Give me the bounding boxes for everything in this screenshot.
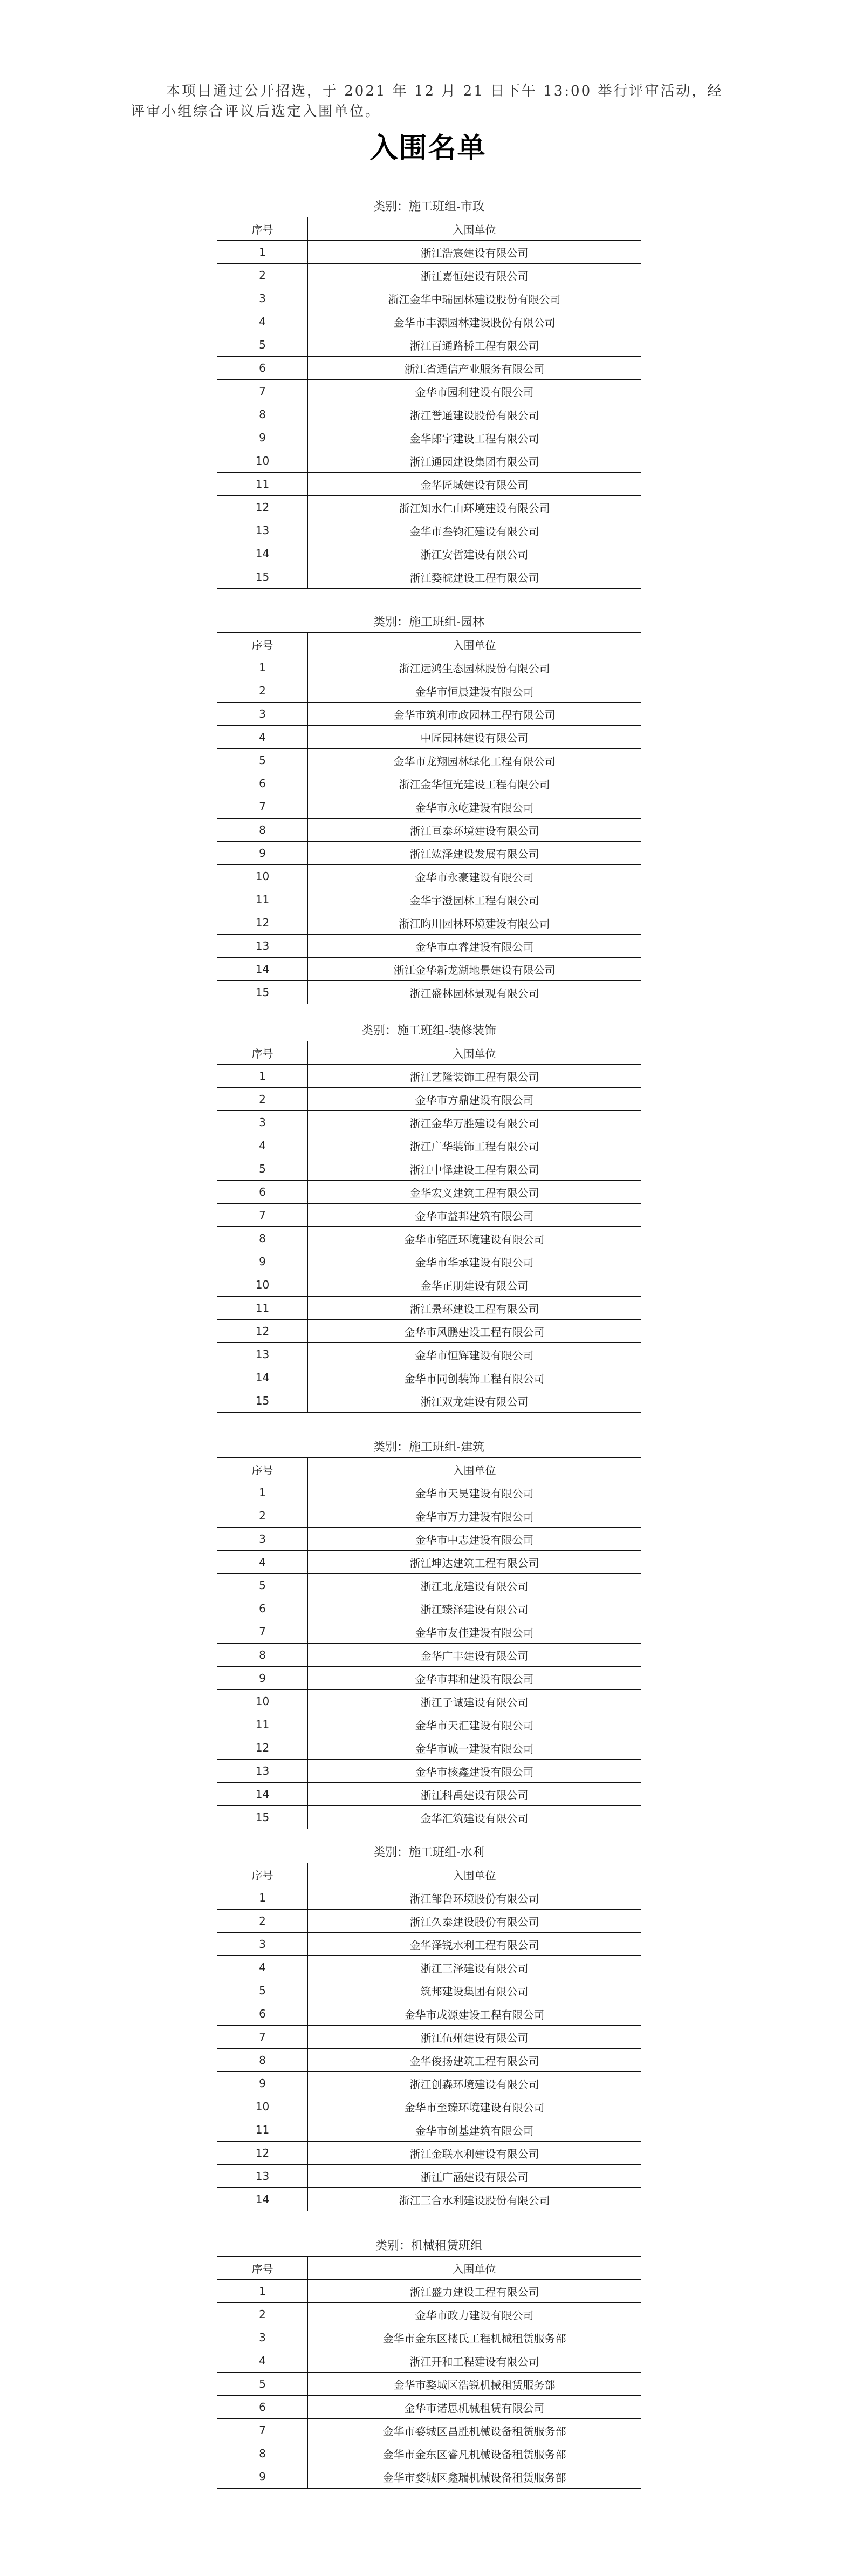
row-number: 10	[217, 1273, 308, 1297]
table-row	[217, 357, 641, 380]
section-category-title: 类别：施工班组-水利	[373, 1846, 484, 1859]
company-name: 金华市婺城区鑫瑞机械设备租赁服务部	[308, 2465, 641, 2489]
row-number: 12	[217, 911, 308, 935]
row-number: 5	[217, 2373, 308, 2396]
row-number: 15	[217, 981, 308, 1004]
company-name: 浙江省通信产业服务有限公司	[308, 357, 641, 380]
table-row	[217, 1644, 641, 1667]
row-number: 2	[217, 264, 308, 287]
row-number: 13	[217, 1760, 308, 1783]
column-header-no: 序号	[217, 1458, 308, 1481]
company-name: 浙江誉通建设股份有限公司	[308, 403, 641, 426]
row-number: 3	[217, 703, 308, 726]
table-row	[217, 1979, 641, 2002]
table-row	[217, 935, 641, 958]
table-row	[217, 1504, 641, 1528]
table-row	[217, 819, 641, 842]
shortlist-table	[217, 1863, 641, 2211]
table-row	[217, 2072, 641, 2095]
shortlist-table	[217, 2256, 641, 2489]
row-number: 4	[217, 1551, 308, 1574]
table-row	[217, 542, 641, 565]
company-name: 金华市卓睿建设有限公司	[308, 935, 641, 958]
table-row	[217, 2165, 641, 2188]
row-number: 13	[217, 935, 308, 958]
row-number: 11	[217, 888, 308, 911]
column-header-name: 入围单位	[308, 217, 641, 241]
row-number: 11	[217, 2118, 308, 2142]
row-number: 14	[217, 958, 308, 981]
page-title: 入围名单	[369, 132, 487, 165]
table-row	[217, 888, 641, 911]
table-row	[217, 519, 641, 542]
section-municipal	[217, 197, 641, 589]
row-number: 13	[217, 1343, 308, 1366]
company-name: 浙江坤达建筑工程有限公司	[308, 1551, 641, 1574]
table-row	[217, 656, 641, 679]
table-row	[217, 1528, 641, 1551]
company-name: 浙江远鸿生态园林股份有限公司	[308, 656, 641, 679]
intro-paragraph: 本项目通过公开招选，于 2021 年 12 月 21 日下午 13:00 举行评审活动，经评审小组综合评议后选定入围单位。	[131, 83, 723, 120]
table-row	[217, 565, 641, 589]
table-row	[217, 380, 641, 403]
company-name: 浙江盛力建设工程有限公司	[308, 2280, 641, 2303]
company-name: 金华市华承建设有限公司	[308, 1250, 641, 1273]
table-row	[217, 333, 641, 357]
table-row	[217, 1366, 641, 1389]
row-number: 2	[217, 679, 308, 703]
company-name: 金华市金东区睿凡机械设备租赁服务部	[308, 2442, 641, 2465]
row-number: 8	[217, 403, 308, 426]
company-name: 金华泽锐水利工程有限公司	[308, 1933, 641, 1956]
company-name: 金华市叁钧汇建设有限公司	[308, 519, 641, 542]
row-number: 5	[217, 1979, 308, 2002]
row-number: 7	[217, 1204, 308, 1227]
table-row	[217, 2188, 641, 2211]
company-name: 金华郎宇建设工程有限公司	[308, 426, 641, 449]
table-row	[217, 1620, 641, 1644]
row-number: 1	[217, 656, 308, 679]
column-header-no: 序号	[217, 1041, 308, 1065]
company-name: 浙江广华装饰工程有限公司	[308, 1134, 641, 1157]
row-number: 1	[217, 1065, 308, 1088]
company-name: 金华市万力建设有限公司	[308, 1504, 641, 1528]
company-name: 金华市益邦建筑有限公司	[308, 1204, 641, 1227]
table-row	[217, 1065, 641, 1088]
company-name: 浙江北龙建设有限公司	[308, 1574, 641, 1597]
company-name: 金华市诚一建设有限公司	[308, 1736, 641, 1760]
row-number: 9	[217, 2072, 308, 2095]
row-number: 3	[217, 1933, 308, 1956]
row-number: 4	[217, 1956, 308, 1979]
table-header-row	[217, 2257, 641, 2280]
row-number: 1	[217, 1886, 308, 1910]
column-header-no: 序号	[217, 633, 308, 656]
table-row	[217, 449, 641, 473]
row-number: 4	[217, 310, 308, 333]
table-row	[217, 2280, 641, 2303]
row-number: 15	[217, 1389, 308, 1413]
company-name: 金华市恒晨建设有限公司	[308, 679, 641, 703]
company-name: 浙江盛林园林景观有限公司	[308, 981, 641, 1004]
column-header-name: 入围单位	[308, 2257, 641, 2280]
table-row	[217, 496, 641, 519]
company-name: 浙江金华万胜建设有限公司	[308, 1111, 641, 1134]
table-row	[217, 2396, 641, 2419]
table-row	[217, 1297, 641, 1320]
row-number: 13	[217, 519, 308, 542]
company-name: 金华市友佳建设有限公司	[308, 1620, 641, 1644]
row-number: 10	[217, 1690, 308, 1713]
company-name: 浙江浩宸建设有限公司	[308, 241, 641, 264]
company-name: 浙江创森环境建设有限公司	[308, 2072, 641, 2095]
row-number: 3	[217, 1111, 308, 1134]
row-number: 11	[217, 473, 308, 496]
row-number: 7	[217, 380, 308, 403]
company-name: 浙江竑泽建设发展有限公司	[308, 842, 641, 865]
company-name: 金华市邦和建设有限公司	[308, 1667, 641, 1690]
company-name: 浙江伍州建设有限公司	[308, 2026, 641, 2049]
company-name: 金华宏义建筑工程有限公司	[308, 1181, 641, 1204]
row-number: 14	[217, 1783, 308, 1806]
table-row	[217, 2419, 641, 2442]
company-name: 浙江嘉恒建设有限公司	[308, 264, 641, 287]
table-row	[217, 1690, 641, 1713]
company-name: 金华正朋建设有限公司	[308, 1273, 641, 1297]
table-row	[217, 1713, 641, 1736]
company-name: 金华市政力建设有限公司	[308, 2303, 641, 2326]
row-number: 7	[217, 2026, 308, 2049]
row-number: 2	[217, 1910, 308, 1933]
row-number: 8	[217, 2442, 308, 2465]
row-number: 9	[217, 1250, 308, 1273]
table-header-row	[217, 1458, 641, 1481]
table-row	[217, 1227, 641, 1250]
table-row	[217, 1806, 641, 1829]
table-header-row	[217, 1863, 641, 1886]
company-name: 金华市天汇建设有限公司	[308, 1713, 641, 1736]
table-row	[217, 2095, 641, 2118]
table-row	[217, 679, 641, 703]
table-row	[217, 1481, 641, 1504]
row-number: 10	[217, 865, 308, 888]
row-number: 2	[217, 1504, 308, 1528]
table-row	[217, 1320, 641, 1343]
company-name: 浙江金联水利建设有限公司	[308, 2142, 641, 2165]
table-row	[217, 264, 641, 287]
section-landscaping	[217, 613, 641, 1004]
shortlist-table	[217, 217, 641, 589]
table-row	[217, 310, 641, 333]
table-row	[217, 2026, 641, 2049]
company-name: 浙江艺隆装饰工程有限公司	[308, 1065, 641, 1088]
table-row	[217, 1933, 641, 1956]
company-name: 金华市成源建设工程有限公司	[308, 2002, 641, 2026]
company-name: 金华市创基建筑有限公司	[308, 2118, 641, 2142]
table-row	[217, 911, 641, 935]
table-row	[217, 2326, 641, 2349]
row-number: 5	[217, 333, 308, 357]
company-name: 中匠园林建设有限公司	[308, 726, 641, 749]
row-number: 1	[217, 1481, 308, 1504]
table-row	[217, 1088, 641, 1111]
row-number: 8	[217, 2049, 308, 2072]
section-category-title: 类别：施工班组-园林	[373, 616, 484, 629]
table-row	[217, 1574, 641, 1597]
company-name: 金华市永豪建设有限公司	[308, 865, 641, 888]
shortlist-table	[217, 1457, 641, 1829]
row-number: 4	[217, 2349, 308, 2373]
section-water-conservancy	[217, 1843, 641, 2211]
row-number: 3	[217, 2326, 308, 2349]
shortlist-table	[217, 632, 641, 1004]
company-name: 金华市筑利市政园林工程有限公司	[308, 703, 641, 726]
company-name: 金华市婺城区浩锐机械租赁服务部	[308, 2373, 641, 2396]
table-header-row	[217, 1041, 641, 1065]
row-number: 7	[217, 795, 308, 819]
row-number: 9	[217, 842, 308, 865]
company-name: 浙江金华新龙湖地景建设有限公司	[308, 958, 641, 981]
table-row	[217, 1273, 641, 1297]
column-header-no: 序号	[217, 217, 308, 241]
table-row	[217, 287, 641, 310]
column-header-no: 序号	[217, 1863, 308, 1886]
section-decoration	[217, 1021, 641, 1413]
row-number: 5	[217, 1574, 308, 1597]
row-number: 2	[217, 1088, 308, 1111]
row-number: 4	[217, 1134, 308, 1157]
company-name: 浙江百通路桥工程有限公司	[308, 333, 641, 357]
section-category-title: 类别：施工班组-装修装饰	[361, 1024, 496, 1038]
company-name: 浙江知水仁山环境建设有限公司	[308, 496, 641, 519]
table-row	[217, 2442, 641, 2465]
company-name: 浙江双龙建设有限公司	[308, 1389, 641, 1413]
company-name: 浙江金华中瑞园林建设股份有限公司	[308, 287, 641, 310]
company-name: 金华市恒辉建设有限公司	[308, 1343, 641, 1366]
section-machinery-rental	[217, 2237, 641, 2489]
table-row	[217, 1134, 641, 1157]
company-name: 金华市天昊建设有限公司	[308, 1481, 641, 1504]
table-row	[217, 1783, 641, 1806]
table-row	[217, 2373, 641, 2396]
table-row	[217, 1551, 641, 1574]
company-name: 金华市婺城区昌胜机械设备租赁服务部	[308, 2419, 641, 2442]
table-row	[217, 795, 641, 819]
company-name: 浙江邹鲁环境股份有限公司	[308, 1886, 641, 1910]
column-header-name: 入围单位	[308, 1863, 641, 1886]
row-number: 8	[217, 819, 308, 842]
company-name: 金华市中志建设有限公司	[308, 1528, 641, 1551]
company-name: 金华匠城建设有限公司	[308, 473, 641, 496]
company-name: 金华汇筑建设有限公司	[308, 1806, 641, 1829]
company-name: 金华市至臻环境建设有限公司	[308, 2095, 641, 2118]
company-name: 浙江广涵建设有限公司	[308, 2165, 641, 2188]
table-row	[217, 1204, 641, 1227]
table-row	[217, 1111, 641, 1134]
table-row	[217, 703, 641, 726]
section-construction	[217, 1438, 641, 1829]
column-header-name: 入围单位	[308, 633, 641, 656]
table-row	[217, 842, 641, 865]
table-row	[217, 726, 641, 749]
table-row	[217, 241, 641, 264]
row-number: 3	[217, 287, 308, 310]
shortlist-table	[217, 1041, 641, 1413]
company-name: 金华市龙翔园林绿化工程有限公司	[308, 749, 641, 772]
row-number: 6	[217, 1597, 308, 1620]
company-name: 浙江亘泰环境建设有限公司	[308, 819, 641, 842]
table-row	[217, 1157, 641, 1181]
row-number: 4	[217, 726, 308, 749]
table-row	[217, 1956, 641, 1979]
table-row	[217, 2465, 641, 2489]
row-number: 14	[217, 1366, 308, 1389]
table-row	[217, 1760, 641, 1783]
company-name: 浙江通园建设集团有限公司	[308, 449, 641, 473]
row-number: 15	[217, 1806, 308, 1829]
company-name: 金华市永屹建设有限公司	[308, 795, 641, 819]
company-name: 金华市丰源园林建设股份有限公司	[308, 310, 641, 333]
row-number: 6	[217, 2002, 308, 2026]
row-number: 11	[217, 1713, 308, 1736]
row-number: 5	[217, 749, 308, 772]
table-row	[217, 981, 641, 1004]
row-number: 5	[217, 1157, 308, 1181]
row-number: 9	[217, 2465, 308, 2489]
row-number: 13	[217, 2165, 308, 2188]
table-row	[217, 958, 641, 981]
section-category-title: 类别：施工班组-市政	[373, 200, 484, 214]
table-header-row	[217, 633, 641, 656]
table-row	[217, 2303, 641, 2326]
row-number: 6	[217, 772, 308, 795]
row-number: 12	[217, 1320, 308, 1343]
company-name: 筑邦建设集团有限公司	[308, 1979, 641, 2002]
row-number: 9	[217, 1667, 308, 1690]
table-row	[217, 2349, 641, 2373]
row-number: 1	[217, 2280, 308, 2303]
table-row	[217, 2142, 641, 2165]
table-row	[217, 1389, 641, 1413]
company-name: 浙江子诚建设有限公司	[308, 1690, 641, 1713]
row-number: 12	[217, 1736, 308, 1760]
table-row	[217, 1667, 641, 1690]
row-number: 11	[217, 1297, 308, 1320]
row-number: 12	[217, 2142, 308, 2165]
row-number: 7	[217, 2419, 308, 2442]
company-name: 浙江三合水利建设股份有限公司	[308, 2188, 641, 2211]
company-name: 浙江婺皖建设工程有限公司	[308, 565, 641, 589]
company-name: 金华俊扬建筑工程有限公司	[308, 2049, 641, 2072]
table-row	[217, 772, 641, 795]
company-name: 金华市同创装饰工程有限公司	[308, 1366, 641, 1389]
table-row	[217, 1736, 641, 1760]
company-name: 浙江金华恒光建设工程有限公司	[308, 772, 641, 795]
row-number: 3	[217, 1528, 308, 1551]
table-row	[217, 1343, 641, 1366]
table-row	[217, 2002, 641, 2026]
company-name: 浙江科禹建设有限公司	[308, 1783, 641, 1806]
company-name: 金华市园利建设有限公司	[308, 380, 641, 403]
table-row	[217, 1181, 641, 1204]
company-name: 金华市核鑫建设有限公司	[308, 1760, 641, 1783]
row-number: 6	[217, 2396, 308, 2419]
company-name: 浙江久泰建设股份有限公司	[308, 1910, 641, 1933]
company-name: 金华市方鼎建设有限公司	[308, 1088, 641, 1111]
row-number: 10	[217, 2095, 308, 2118]
table-row	[217, 2049, 641, 2072]
row-number: 15	[217, 565, 308, 589]
table-header-row	[217, 217, 641, 241]
column-header-name: 入围单位	[308, 1458, 641, 1481]
table-row	[217, 1597, 641, 1620]
table-row	[217, 1910, 641, 1933]
row-number: 6	[217, 1181, 308, 1204]
section-category-title: 类别：机械租赁班组	[375, 2239, 482, 2253]
row-number: 12	[217, 496, 308, 519]
row-number: 2	[217, 2303, 308, 2326]
column-header-no: 序号	[217, 2257, 308, 2280]
company-name: 浙江臻泽建设有限公司	[308, 1597, 641, 1620]
section-category-title: 类别：施工班组-建筑	[373, 1441, 484, 1454]
table-row	[217, 2118, 641, 2142]
table-row	[217, 403, 641, 426]
company-name: 金华宇澄园林工程有限公司	[308, 888, 641, 911]
company-name: 浙江景环建设工程有限公司	[308, 1297, 641, 1320]
company-name: 金华市铭匠环境建设有限公司	[308, 1227, 641, 1250]
company-name: 金华市诺思机械租赁有限公司	[308, 2396, 641, 2419]
row-number: 6	[217, 357, 308, 380]
company-name: 浙江开和工程建设有限公司	[308, 2349, 641, 2373]
row-number: 8	[217, 1227, 308, 1250]
row-number: 8	[217, 1644, 308, 1667]
row-number: 14	[217, 542, 308, 565]
company-name: 金华市金东区楼氏工程机械租赁服务部	[308, 2326, 641, 2349]
row-number: 1	[217, 241, 308, 264]
table-row	[217, 1886, 641, 1910]
row-number: 9	[217, 426, 308, 449]
table-row	[217, 1250, 641, 1273]
table-row	[217, 865, 641, 888]
table-row	[217, 473, 641, 496]
company-name: 浙江昀川园林环境建设有限公司	[308, 911, 641, 935]
column-header-name: 入围单位	[308, 1041, 641, 1065]
company-name: 浙江三泽建设有限公司	[308, 1956, 641, 1979]
row-number: 14	[217, 2188, 308, 2211]
company-name: 浙江安哲建设有限公司	[308, 542, 641, 565]
row-number: 7	[217, 1620, 308, 1644]
company-name: 浙江中怿建设工程有限公司	[308, 1157, 641, 1181]
row-number: 10	[217, 449, 308, 473]
company-name: 金华广丰建设有限公司	[308, 1644, 641, 1667]
company-name: 金华市风鹏建设工程有限公司	[308, 1320, 641, 1343]
table-row	[217, 749, 641, 772]
table-row	[217, 426, 641, 449]
